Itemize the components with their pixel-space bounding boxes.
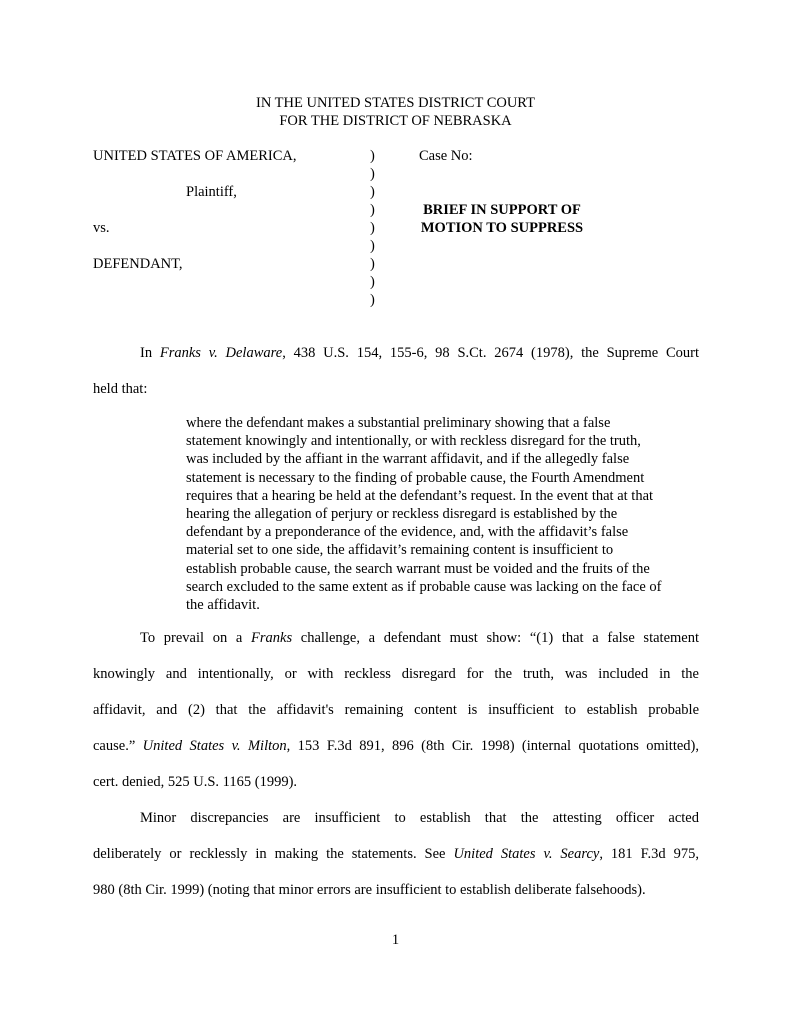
paragraph-line: cert. denied, 525 U.S. 1165 (1999). bbox=[93, 774, 298, 790]
quote-line: statement is necessary to the finding of probable cause, the Fourth Amendment bbox=[186, 469, 645, 486]
block-quote bbox=[186, 414, 700, 614]
paragraph-line: held that: bbox=[93, 381, 148, 397]
paragraph-line: To prevail on a Franks challenge, a defendant must show: “(1) that a false statement bbox=[140, 630, 699, 646]
caption-paren: ) bbox=[370, 184, 375, 200]
document-title-line1: BRIEF IN SUPPORT OF bbox=[423, 202, 581, 218]
page-number: 1 bbox=[391, 932, 400, 948]
caption-paren: ) bbox=[370, 202, 375, 218]
caption-plaintiff-label: Plaintiff, bbox=[186, 184, 237, 200]
case-citation: Franks bbox=[251, 630, 293, 646]
caption-paren: ) bbox=[370, 292, 375, 308]
paragraph-line: deliberately or recklessly in making the statements. See United States v. Searcy, 181 F.3d 975, bbox=[93, 846, 700, 862]
quote-line: was included by the affiant in the warrant affidavit, and if the allegedly false bbox=[186, 451, 630, 468]
case-number-label: Case No: bbox=[419, 148, 473, 164]
paragraph-franks-standard bbox=[93, 620, 699, 800]
case-citation: Franks v. Delaware bbox=[159, 345, 283, 361]
caption-paren: ) bbox=[370, 274, 375, 290]
paragraph-line: 980 (8th Cir. 1999) (noting that minor errors are insufficient to establish deliberate falsehoods). bbox=[93, 882, 646, 898]
case-citation: United States v. Milton bbox=[142, 738, 287, 754]
case-citation: United States v. Searcy bbox=[453, 846, 600, 862]
quote-line: requires that a hearing be held at the defendant’s request. In the event that at that bbox=[186, 487, 654, 504]
paragraph-line: In Franks v. Delaware, 438 U.S. 154, 155-6, 98 S.Ct. 2674 (1978), the Supreme Court bbox=[140, 345, 699, 361]
paragraph-line: cause.” United States v. Milton, 153 F.3d 891, 896 (8th Cir. 1998) (internal quotations omitted), bbox=[93, 738, 700, 754]
caption-paren: ) bbox=[370, 238, 375, 254]
court-heading-line1: IN THE UNITED STATES DISTRICT COURT bbox=[256, 95, 535, 111]
caption-party-defendant: DEFENDANT, bbox=[93, 256, 183, 272]
quote-line: statement knowingly and intentionally, or with reckless disregard for the truth, bbox=[186, 433, 641, 450]
quote-line: defendant by a preponderance of the evidence, and, with the affidavit’s false bbox=[186, 524, 629, 541]
quote-line: search excluded to the same extent as if probable cause was lacking on the face of bbox=[186, 578, 662, 595]
caption-paren: ) bbox=[370, 256, 375, 272]
caption-vs: vs. bbox=[93, 220, 110, 236]
caption-paren: ) bbox=[370, 148, 375, 164]
paragraph-line: affidavit, and (2) that the affidavit's remaining content is insufficient to establish probable bbox=[93, 702, 699, 718]
quote-line: where the defendant makes a substantial preliminary showing that a false bbox=[186, 415, 611, 431]
caption-party-plaintiff: UNITED STATES OF AMERICA, bbox=[93, 148, 297, 164]
paragraph-minor-discrepancies bbox=[93, 800, 699, 908]
document-title-line2: MOTION TO SUPPRESS bbox=[420, 220, 584, 236]
caption-paren: ) bbox=[370, 220, 375, 236]
quote-line: material set to one side, the affidavit’s remaining content is insufficient to bbox=[186, 542, 614, 559]
quote-line: establish probable cause, the search warrant must be voided and the fruits of the bbox=[186, 560, 650, 577]
caption-paren-column bbox=[370, 147, 382, 309]
paragraph-intro bbox=[93, 335, 699, 407]
document-title bbox=[394, 201, 610, 237]
quote-line: the affidavit. bbox=[186, 597, 260, 614]
caption-paren: ) bbox=[370, 166, 375, 182]
quote-line: hearing the allegation of perjury or reckless disregard is established by the bbox=[186, 506, 618, 523]
paragraph-line: Minor discrepancies are insufficient to establish that the attesting officer acted bbox=[140, 810, 699, 826]
court-heading-line2: FOR THE DISTRICT OF NEBRASKA bbox=[279, 113, 512, 129]
paragraph-line: knowingly and intentionally, or with reckless disregard for the truth, was included in the bbox=[93, 666, 699, 682]
